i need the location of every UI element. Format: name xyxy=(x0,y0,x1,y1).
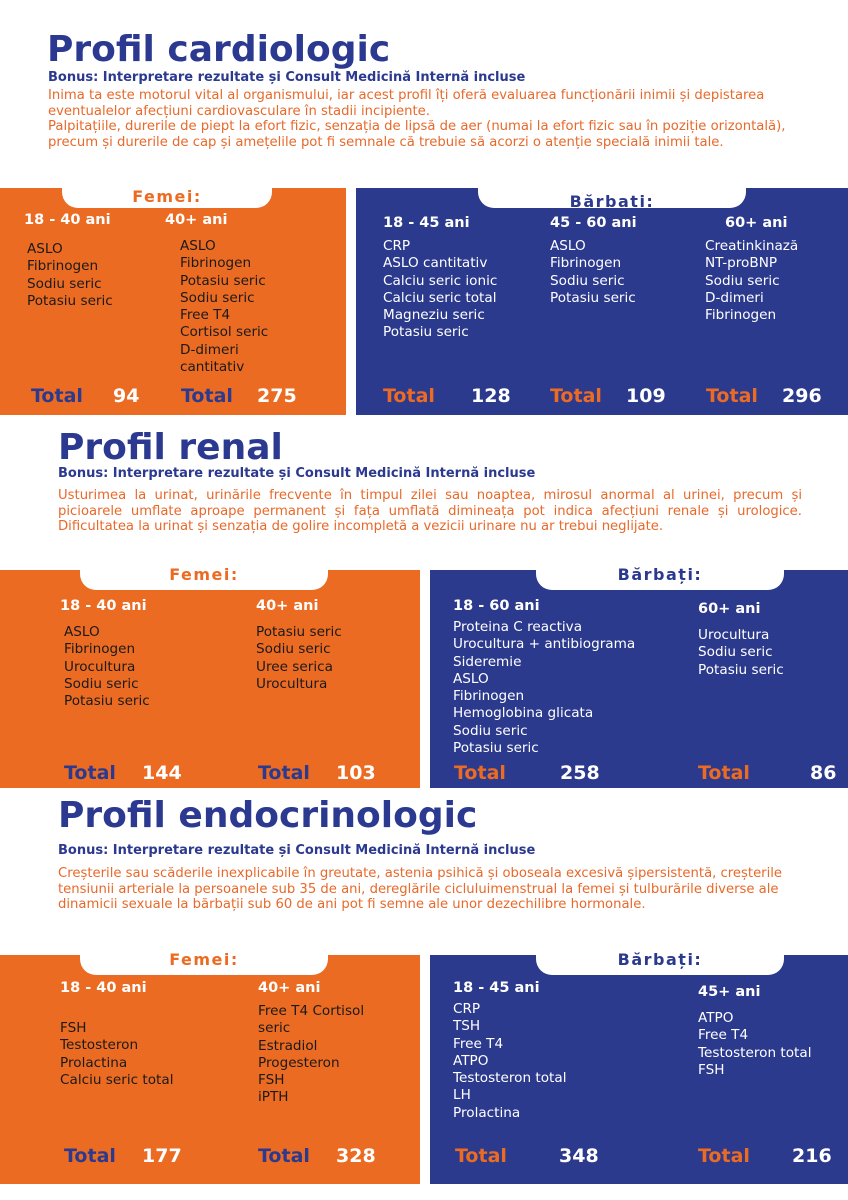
test-item: CRP xyxy=(453,1001,481,1017)
test-item: Potasiu seric xyxy=(27,292,113,309)
endo-men-age-1: 18 - 45 ani xyxy=(453,980,540,996)
renal-women-total-2 xyxy=(258,762,376,784)
cardio-men-age-3: 60+ ani xyxy=(725,215,788,231)
cardio-title: Profil cardiologic xyxy=(47,29,391,70)
test-item: Fibrinogen xyxy=(27,258,99,275)
total-label: Total xyxy=(258,1145,310,1167)
total-label: Total xyxy=(64,1145,116,1167)
total-value: 348 xyxy=(559,1145,599,1167)
endo-title: Profil endocrinologic xyxy=(58,795,478,836)
cardio-men-tab: Bărbați: xyxy=(478,188,746,208)
endo-men-total-2 xyxy=(698,1145,832,1167)
test-item: ASLO xyxy=(27,241,63,257)
cardio-men-total-3 xyxy=(706,385,822,407)
cardio-men-age-2: 45 - 60 ani xyxy=(550,215,637,231)
endo-description: Creșterile sau scăderile inexplicabile în greutate, astenia psihică și oboseala excesivă șipersistentă, creșterile tensiunii arteriale la persoanele sub 35 de ani, dereglările cicluluimenstrual la femei și tulburările diverse ale dinamicii sexuale la bărbații sub 60 de ani pot fi semne ale unor dezechilibre hormonale. xyxy=(58,866,783,912)
cardio-description xyxy=(48,88,793,150)
test-item: Potasiu seric xyxy=(180,272,266,289)
total-value: 86 xyxy=(810,762,837,784)
test-item: Potasiu seric xyxy=(453,740,539,757)
endo-women-total-1 xyxy=(64,1145,182,1167)
test-item: Testosteron xyxy=(60,1037,139,1054)
test-item: Sodiu seric xyxy=(705,272,780,289)
cardio-men-tests-3 xyxy=(705,238,798,324)
renal-bonus: Bonus: Interpretare rezultate și Consult Medicină Internă incluse xyxy=(58,466,536,481)
test-item: Calciu seric total xyxy=(60,1071,174,1088)
cardio-women-age-2: 40+ ani xyxy=(165,212,228,228)
test-item: Fibrinogen xyxy=(64,641,136,658)
test-item: Prolactina xyxy=(60,1054,128,1071)
test-item: iPTH xyxy=(258,1089,289,1106)
cardio-bonus: Bonus: Interpretare rezultate și Consult Medicină Internă incluse xyxy=(48,70,526,85)
test-item: Testosteron total xyxy=(698,1044,812,1061)
test-item: Urocultura xyxy=(256,675,328,692)
test-item: Fibrinogen xyxy=(180,255,252,272)
total-value: 216 xyxy=(792,1145,832,1167)
cardio-men-panel xyxy=(356,188,848,415)
test-item: Urocultura xyxy=(698,627,770,643)
test-item: FSH xyxy=(698,1061,725,1078)
test-item: Urocultura + antibiograma xyxy=(453,636,636,653)
total-value: 177 xyxy=(142,1145,182,1167)
cardio-men-age-1: 18 - 45 ani xyxy=(383,215,470,231)
test-item: ASLO xyxy=(453,670,489,687)
test-item: Uree serica xyxy=(256,658,333,675)
test-item: ASLO xyxy=(64,624,100,640)
test-item: TSH xyxy=(453,1018,481,1035)
test-item: ATPO xyxy=(453,1052,489,1069)
renal-men-age-1: 18 - 60 ani xyxy=(453,598,540,614)
test-item: Potasiu seric xyxy=(698,661,784,678)
endo-women-tests-2 xyxy=(258,1003,364,1107)
cardio-description-p2: Palpitațiile, durerile de piept la efort fizic, senzația de lipsă de aer (numai la efort fizic sau în poziție orizontală), precum și durerile de cap și amețelile pot fi semnale că trebuie să acorzi o atenție specială inimii tale. xyxy=(48,119,786,150)
test-item: ATPO xyxy=(698,1010,734,1026)
renal-women-age-1: 18 - 40 ani xyxy=(60,598,147,614)
test-item: Urocultura xyxy=(64,658,136,675)
cardio-women-panel xyxy=(0,188,346,415)
test-item: Sodiu seric xyxy=(550,272,625,289)
cardio-women-age-1: 18 - 40 ani xyxy=(24,212,111,228)
test-item: Sodiu seric xyxy=(698,644,773,661)
renal-women-age-2: 40+ ani xyxy=(256,598,319,614)
test-item: Testosteron total xyxy=(453,1070,567,1087)
total-label: Total xyxy=(181,385,233,407)
endo-women-age-1: 18 - 40 ani xyxy=(60,980,147,996)
test-item: Free T4 xyxy=(180,307,231,324)
cardio-description-p1: Inima ta este motorul vital al organismului, iar acest profil îți oferă evaluarea funcționării inimii și depistarea eventualelor afecțiuni cardiovasculare în stadii incipiente. xyxy=(48,88,765,119)
test-item: ASLO xyxy=(180,238,216,254)
cardio-men-total-2 xyxy=(550,385,666,407)
cardio-women-total-2 xyxy=(181,385,297,407)
renal-men-panel xyxy=(430,565,848,788)
test-item: Sideremie xyxy=(453,653,522,670)
endo-men-total-1 xyxy=(455,1145,599,1167)
endo-men-age-2: 45+ ani xyxy=(698,984,761,1000)
test-item: FSH xyxy=(258,1072,285,1089)
renal-men-total-1 xyxy=(454,762,600,784)
test-item: Fibrinogen xyxy=(453,688,525,705)
total-value: 144 xyxy=(142,762,182,784)
test-item: FSH xyxy=(60,1020,87,1036)
cardio-men-tests-1 xyxy=(383,238,497,342)
total-value: 296 xyxy=(782,385,822,407)
endo-men-tab: Bărbați: xyxy=(536,945,784,975)
renal-women-tests-2 xyxy=(256,624,342,693)
endo-women-age-2: 40+ ani xyxy=(258,980,321,996)
total-label: Total xyxy=(64,762,116,784)
total-value: 94 xyxy=(113,385,140,407)
renal-description: Usturimea la urinat, urinările frecvente în timpul zilei sau noaptea, mirosul anormal al urinei, precum și picioarele umflate aproape permanent și fața umflată dimineața pot indica afecțiuni renale și urologice. Dificultatea la urinat și senzația de golire incompletă a vezicii urinare nu ar trebui neglijate. xyxy=(58,488,802,534)
cardio-women-total-1 xyxy=(31,385,140,407)
total-value: 328 xyxy=(336,1145,376,1167)
renal-men-age-2: 60+ ani xyxy=(698,601,761,617)
test-item: Potasiu seric xyxy=(256,624,342,640)
total-label: Total xyxy=(706,385,758,407)
test-item: Potasiu seric xyxy=(550,289,636,306)
total-label: Total xyxy=(258,762,310,784)
test-item: Calciu seric ionic xyxy=(383,272,498,289)
test-item: Potasiu seric xyxy=(383,324,469,341)
renal-men-total-2 xyxy=(698,762,837,784)
test-item: D-dimeri xyxy=(180,341,239,358)
test-item: Sodiu seric xyxy=(256,641,331,658)
test-item: Free T4 xyxy=(698,1027,749,1044)
test-item: Creatinkinază xyxy=(705,238,799,254)
cardio-men-tests-2 xyxy=(550,238,636,307)
total-label: Total xyxy=(550,385,602,407)
renal-men-tab: Bărbați: xyxy=(536,560,784,590)
test-item: Hemoglobina glicata xyxy=(453,705,594,722)
test-item: CRP xyxy=(383,238,411,254)
renal-women-tab: Femei: xyxy=(80,570,328,590)
endo-bonus: Bonus: Interpretare rezultate și Consult Medicină Internă incluse xyxy=(58,843,536,858)
endo-women-tests-1 xyxy=(60,1020,173,1089)
endo-men-panel xyxy=(430,950,848,1184)
test-item: Magneziu seric xyxy=(383,307,485,324)
test-item: Sodiu seric xyxy=(27,275,102,292)
test-item: Sodiu seric xyxy=(453,722,528,739)
test-item: Calciu seric total xyxy=(383,289,497,306)
cardio-women-tests-2 xyxy=(180,238,268,376)
cardio-men-total-1 xyxy=(383,385,511,407)
total-label: Total xyxy=(383,385,435,407)
test-item: Prolactina xyxy=(453,1104,521,1121)
total-value: 275 xyxy=(257,385,297,407)
total-value: 128 xyxy=(471,385,511,407)
total-label: Total xyxy=(455,1145,507,1167)
renal-men-tests-2 xyxy=(698,627,784,679)
total-value: 258 xyxy=(560,762,600,784)
test-item: Estradiol xyxy=(258,1037,318,1054)
renal-women-panel xyxy=(0,565,420,788)
test-item: Sodiu seric xyxy=(180,289,255,306)
endo-women-total-2 xyxy=(258,1145,376,1167)
test-item: Sodiu seric xyxy=(64,675,139,692)
total-label: Total xyxy=(698,1145,750,1167)
renal-women-tests-1 xyxy=(64,624,150,710)
total-value: 109 xyxy=(626,385,666,407)
endo-men-tests-2 xyxy=(698,1010,812,1079)
test-item: ASLO cantitativ xyxy=(383,255,488,272)
test-item: Free T4 Cortisol xyxy=(258,1003,365,1019)
total-label: Total xyxy=(31,385,83,407)
cardio-women-tests-1 xyxy=(27,241,113,310)
test-item: Fibrinogen xyxy=(550,255,622,272)
test-item: NT-proBNP xyxy=(705,255,778,272)
endo-men-tests-1 xyxy=(453,1001,567,1122)
total-value: 103 xyxy=(336,762,376,784)
cardio-women-tab: Femei: xyxy=(62,188,272,208)
renal-men-tests-1 xyxy=(453,619,635,757)
test-item: Progesteron xyxy=(258,1054,340,1071)
total-label: Total xyxy=(454,762,506,784)
test-item: Proteina C reactiva xyxy=(453,619,583,635)
test-item: Free T4 xyxy=(453,1035,504,1052)
test-item: Cortisol seric xyxy=(180,324,269,341)
test-item: cantitativ xyxy=(180,359,245,376)
test-item: Fibrinogen xyxy=(705,307,777,324)
endo-women-tab: Femei: xyxy=(80,945,328,975)
test-item: ASLO xyxy=(550,238,586,254)
test-item: D-dimeri xyxy=(705,289,764,306)
test-item: LH xyxy=(453,1087,471,1104)
renal-women-total-1 xyxy=(64,762,182,784)
test-item: seric xyxy=(258,1020,291,1037)
renal-title: Profil renal xyxy=(58,427,283,468)
endo-women-panel xyxy=(0,950,420,1184)
test-item: Potasiu seric xyxy=(64,693,150,710)
total-label: Total xyxy=(698,762,750,784)
